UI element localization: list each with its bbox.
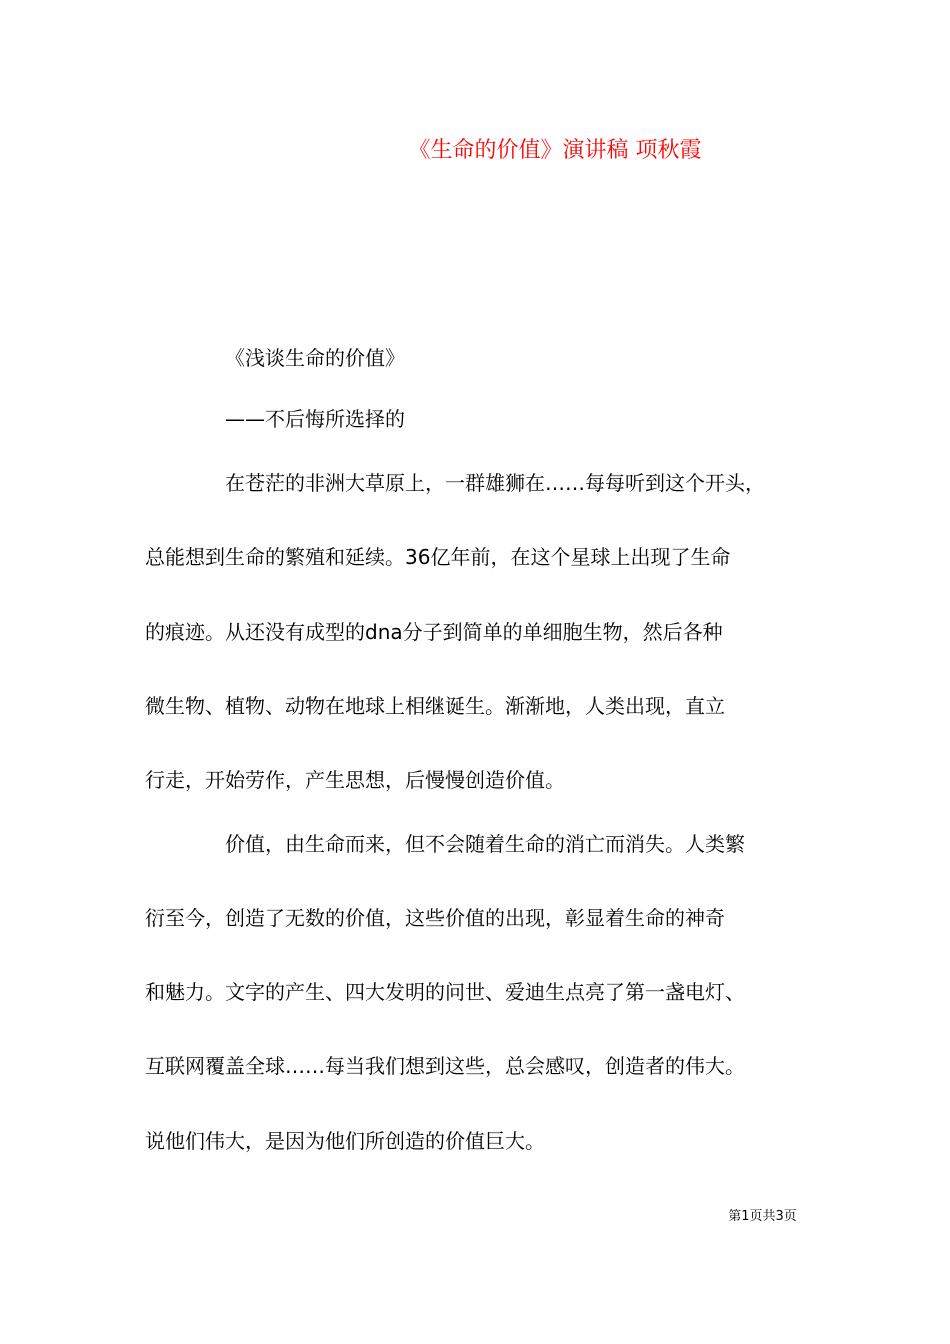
paragraph-2-line-1: 价值，由生命而来，但不会随着生命的消亡而消失。人类繁 [225,832,745,856]
document-title: 《生命的价值》演讲稿 项秋霞 [408,138,702,163]
paragraph-1-line-2: 总能想到生命的繁殖和延续。36亿年前，在这个星球上出现了生命 [145,545,731,569]
paragraph-1-line-5: 行走，开始劳作，产生思想，后慢慢创造价值。 [145,768,565,792]
subtitle-line: 《浅谈生命的价值》 [225,346,405,370]
paragraph-2-line-4: 互联网覆盖全球……每当我们想到这些，总会感叹，创造者的伟大。 [145,1054,745,1078]
page-number-footer: 第1页共3页 [728,1209,797,1224]
paragraph-1-line-1: 在苍茫的非洲大草原上，一群雄狮在……每每听到这个开头， [225,471,765,495]
paragraph-2-line-5: 说他们伟大，是因为他们所创造的价值巨大。 [145,1129,545,1153]
paragraph-1-line-3: 的痕迹。从还没有成型的dna分子到简单的单细胞生物，然后各种 [145,620,723,644]
subtitle-dash-line: ——不后悔所选择的 [225,407,405,431]
paragraph-2-line-3: 和魅力。文字的产生、四大发明的问世、爱迪生点亮了第一盏电灯、 [145,980,745,1004]
paragraph-2-line-2: 衍至今，创造了无数的价值，这些价值的出现，彰显着生命的神奇 [145,906,725,930]
paragraph-1-line-4: 微生物、植物、动物在地球上相继诞生。渐渐地，人类出现，直立 [145,694,725,718]
